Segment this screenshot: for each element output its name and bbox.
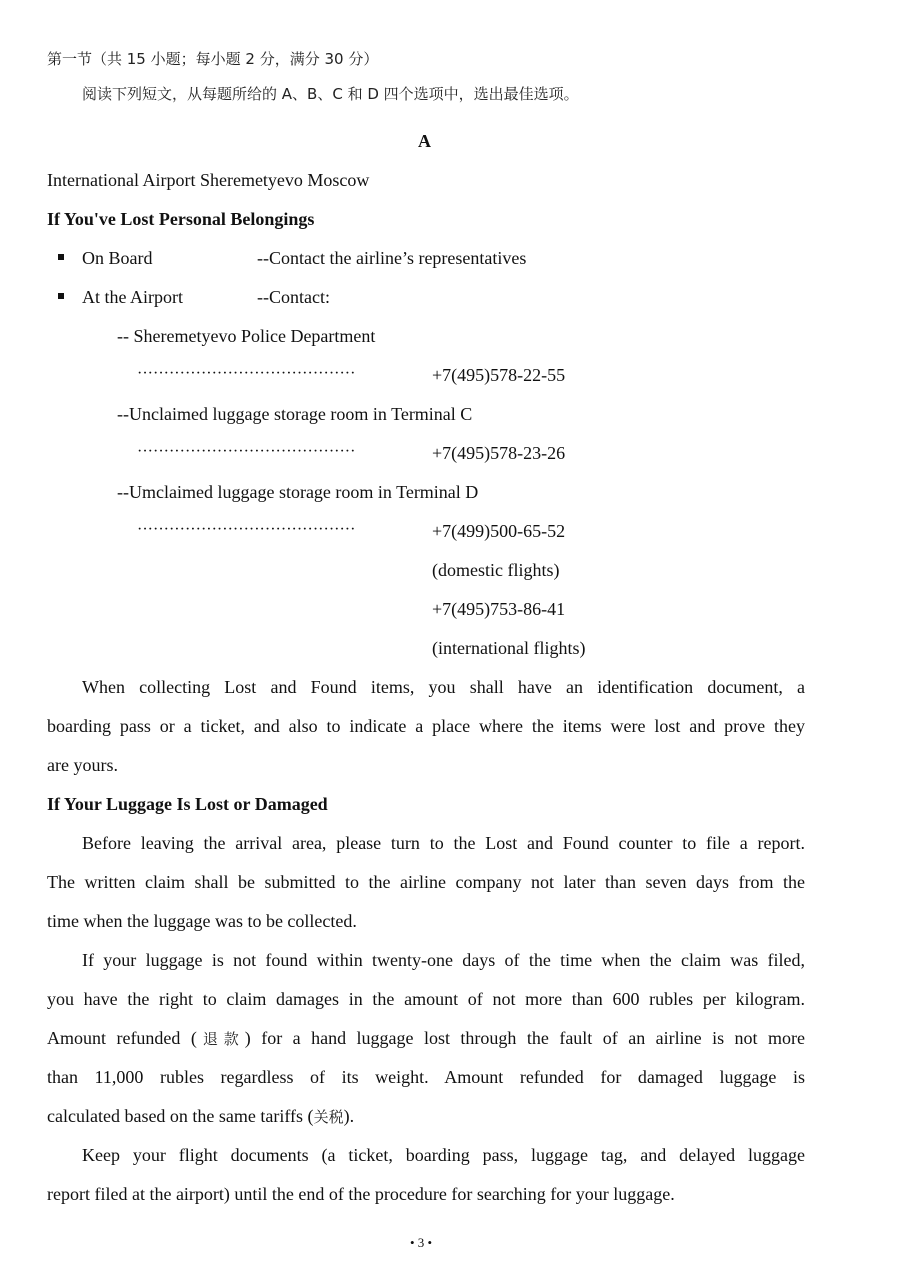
paragraph-line: Keep your flight documents (a ticket, boarding pass, luggage tag, and delayed luggage: [82, 1145, 805, 1165]
section-title: 第一节（共 15 小题；每小题 2 分，满分 30 分）: [47, 50, 379, 68]
passage-title: International Airport Sheremetyevo Moscow: [47, 170, 370, 190]
paragraph-line: than 11,000 rubles regardless of its weight. Amount refunded for damaged luggage is: [47, 1067, 805, 1087]
dot-leader: ·········································: [137, 443, 356, 460]
contact-phone: +7(499)500-65-52: [432, 521, 566, 541]
paragraph-line: When collecting Lost and Found items, you shall have an identification document, a: [82, 677, 805, 697]
contact-name: --Umclaimed luggage storage room in Terminal D: [117, 482, 479, 502]
contact-note: (domestic flights): [432, 560, 560, 580]
paragraph-line-mixed: [47, 1105, 805, 1128]
section-heading-belongings: If You've Lost Personal Belongings: [47, 209, 315, 229]
text-span: ).: [343, 1106, 355, 1126]
paragraph-line: The written claim shall be submitted to the airline company not later than seven days from the: [47, 872, 805, 892]
contact-note-secondary: (international flights): [432, 638, 586, 658]
dot-leader: ·········································: [137, 365, 356, 382]
text-span: ) for a hand luggage lost through the fault of an airline is not more: [244, 1028, 805, 1048]
instruction-text: 阅读下列短文，从每题所给的 A、B、C 和 D 四个选项中，选出最佳选项。: [82, 85, 579, 103]
contact-name: -- Sheremetyevo Police Department: [117, 326, 376, 346]
item-action: --Contact the airline’s representatives: [257, 248, 527, 268]
contact-name: --Unclaimed luggage storage room in Terminal C: [117, 404, 473, 424]
bullet-icon: [58, 254, 64, 260]
gloss-tariffs: 关税: [313, 1108, 344, 1126]
contact-phone: +7(495)578-23-26: [432, 443, 566, 463]
gloss-refund: 退款: [196, 1030, 245, 1048]
paragraph-line-mixed: [47, 1027, 805, 1050]
paragraph-line: boarding pass or a ticket, and also to indicate a place where the items were lost and prove they: [47, 716, 805, 736]
paragraph-line: report filed at the airport) until the end of the procedure for searching for your luggage.: [47, 1184, 675, 1204]
item-action: --Contact:: [257, 287, 330, 307]
text-span: Amount refunded (: [47, 1028, 197, 1048]
paragraph-line: are yours.: [47, 755, 118, 775]
paragraph-line: you have the right to claim damages in the amount of not more than 600 rubles per kilogram.: [47, 989, 805, 1009]
bullet-icon: [58, 293, 64, 299]
passage-label: A: [418, 131, 431, 151]
item-place: On Board: [82, 248, 153, 268]
paragraph-line: If your luggage is not found within twenty-one days of the time when the claim was filed,: [82, 950, 805, 970]
paragraph-line: time when the luggage was to be collected.: [47, 911, 357, 931]
item-place: At the Airport: [82, 287, 183, 307]
paragraph-line: Before leaving the arrival area, please turn to the Lost and Found counter to file a report.: [82, 833, 805, 853]
text-span: calculated based on the same tariffs (: [47, 1106, 314, 1126]
dot-leader: ·········································: [137, 521, 356, 538]
contact-phone: +7(495)578-22-55: [432, 365, 566, 385]
page-number: • 3 •: [410, 1235, 433, 1250]
contact-phone-secondary: +7(495)753-86-41: [432, 599, 566, 619]
section-heading-luggage: If Your Luggage Is Lost or Damaged: [47, 794, 328, 814]
